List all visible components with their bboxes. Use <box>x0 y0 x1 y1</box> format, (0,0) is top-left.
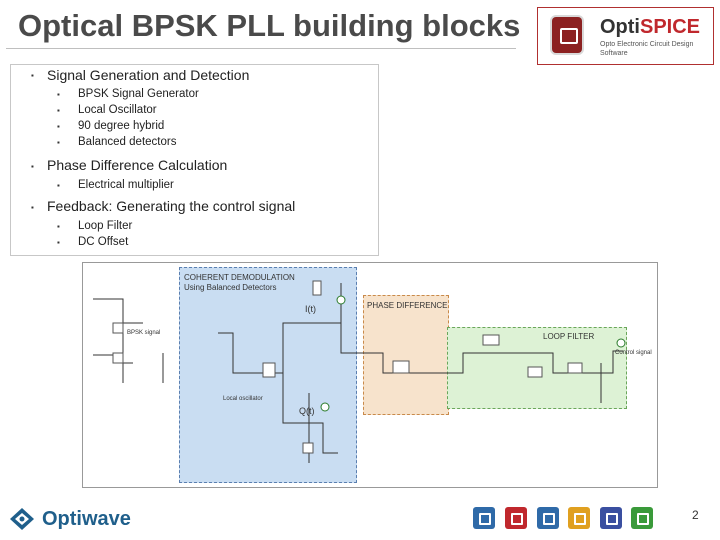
sub-bullet-item: BPSK Signal Generator <box>78 88 199 100</box>
q-signal-label: Q(t) <box>299 406 315 416</box>
schematic-wiring <box>83 263 657 487</box>
bullet-marker: ▪ <box>31 203 34 212</box>
bullet-marker: ▪ <box>57 106 60 115</box>
bullet-marker: ▪ <box>57 222 60 231</box>
opti-fdtd-icon <box>631 507 653 529</box>
page-number: 2 <box>692 508 699 522</box>
loop-filter-label: LOOP FILTER <box>543 332 595 341</box>
control-signal-label: Control signal <box>615 350 652 356</box>
slide-title: Optical BPSK PLL building blocks <box>18 8 521 43</box>
title-divider <box>6 48 516 49</box>
logo-name-part2: SPICE <box>640 16 701 38</box>
bullet-marker: ▪ <box>57 90 60 99</box>
optiwave-brand-text: Optiwave <box>42 508 131 530</box>
sub-bullet-item: Electrical multiplier <box>78 179 174 191</box>
i-signal-label: I(t) <box>305 304 316 314</box>
sub-bullet-item: DC Offset <box>78 236 129 248</box>
bullet-phase-difference: Phase Difference Calculation <box>47 157 228 173</box>
logo-name-part1: Opti <box>600 16 640 38</box>
coherent-label-line2: Using Balanced Detectors <box>184 283 277 292</box>
bullet-marker: ▪ <box>57 238 60 247</box>
optispice-logo <box>537 7 714 65</box>
logo-subtitle: Opto Electronic Circuit Design Software <box>600 41 694 57</box>
sub-bullet-item: 90 degree hybrid <box>78 120 165 132</box>
opti-bpm-icon <box>568 507 590 529</box>
bullet-marker: ▪ <box>57 138 60 147</box>
bpsk-signal-label: BPSK signal <box>127 330 161 336</box>
phase-difference-label: PHASE DIFFERENCE <box>367 301 448 310</box>
logo-name <box>600 16 700 39</box>
bullet-marker: ▪ <box>31 71 34 80</box>
local-oscillator-label: Local oscillator <box>223 396 263 402</box>
bullet-marker: ▪ <box>57 181 60 190</box>
circuit-board-icon <box>552 17 582 53</box>
coherent-label-line1: COHERENT DEMODULATION <box>184 273 295 282</box>
optiwave-mark-icon <box>8 506 36 532</box>
opti-system-icon <box>505 507 527 529</box>
pll-schematic <box>82 262 658 488</box>
bullet-marker: ▪ <box>57 122 60 131</box>
bullet-feedback: Feedback: Generating the control signal <box>47 198 296 214</box>
sub-bullet-item: Local Oscillator <box>78 104 157 116</box>
opti-instrument-icon <box>473 507 495 529</box>
sub-bullet-item: Balanced detectors <box>78 136 177 148</box>
bullet-list <box>10 64 379 256</box>
optiwave-logo <box>8 502 148 536</box>
bullet-marker: ▪ <box>31 162 34 171</box>
opti-grating-icon <box>600 507 622 529</box>
opti-spice-icon <box>537 507 559 529</box>
sub-bullet-item: Loop Filter <box>78 220 133 232</box>
bullet-signal-generation: Signal Generation and Detection <box>47 67 250 83</box>
